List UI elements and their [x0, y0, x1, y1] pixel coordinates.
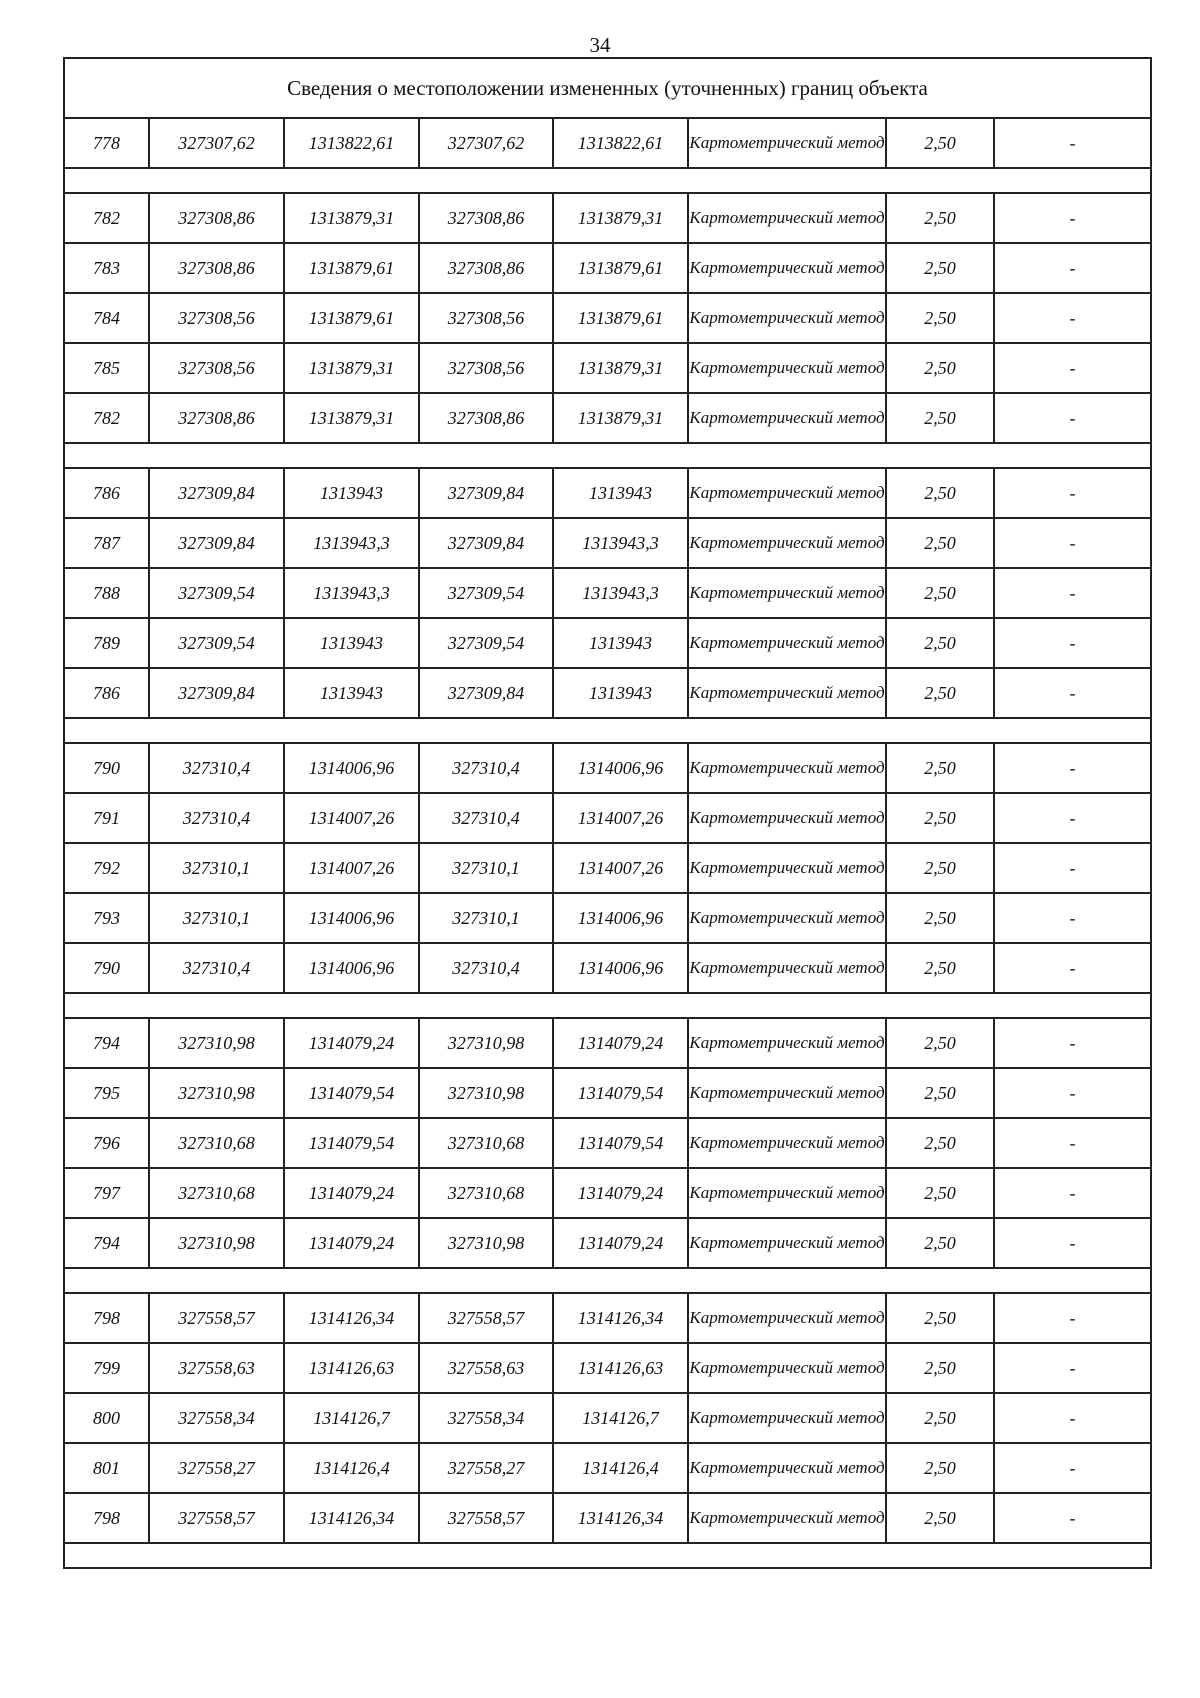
method-cell: Картометрический метод [688, 468, 886, 518]
existing-x-cell: 327308,86 [149, 193, 284, 243]
refined-x-cell: 327309,84 [419, 468, 553, 518]
table-row [64, 343, 1151, 393]
page-number: 34 [589, 33, 611, 57]
refined-x-cell: 327310,98 [419, 1218, 553, 1268]
existing-x-cell: 327308,56 [149, 343, 284, 393]
method-cell: Картометрический метод [688, 193, 886, 243]
table-row [64, 1393, 1151, 1443]
refined-x-cell: 327310,1 [419, 843, 553, 893]
point-number-cell: 799 [64, 1343, 149, 1393]
refined-y-cell: 1313822,61 [553, 118, 688, 168]
group-separator-cell [64, 443, 1151, 468]
group-separator-row [64, 993, 1151, 1018]
point-number-cell: 787 [64, 518, 149, 568]
existing-x-cell: 327310,4 [149, 943, 284, 993]
existing-x-cell: 327308,56 [149, 293, 284, 343]
table-row [64, 193, 1151, 243]
note-cell: - [994, 1018, 1151, 1068]
note-cell: - [994, 1293, 1151, 1343]
existing-y-cell: 1314126,63 [284, 1343, 419, 1393]
existing-y-cell: 1313879,31 [284, 343, 419, 393]
note-cell: - [994, 943, 1151, 993]
refined-y-cell: 1314079,54 [553, 1118, 688, 1168]
accuracy-cell: 2,50 [886, 193, 994, 243]
group-separator-row [64, 443, 1151, 468]
group-separator-cell [64, 168, 1151, 193]
refined-y-cell: 1314126,4 [553, 1443, 688, 1493]
existing-y-cell: 1314079,54 [284, 1118, 419, 1168]
refined-y-cell: 1314126,63 [553, 1343, 688, 1393]
existing-y-cell: 1314126,7 [284, 1393, 419, 1443]
refined-y-cell: 1313879,31 [553, 393, 688, 443]
coordinates-table [63, 57, 1152, 1569]
existing-x-cell: 327310,98 [149, 1218, 284, 1268]
existing-x-cell: 327309,54 [149, 618, 284, 668]
existing-x-cell: 327308,86 [149, 243, 284, 293]
method-cell: Картометрический метод [688, 843, 886, 893]
accuracy-cell: 2,50 [886, 1393, 994, 1443]
accuracy-cell: 2,50 [886, 1218, 994, 1268]
point-number-cell: 783 [64, 243, 149, 293]
note-cell: - [994, 193, 1151, 243]
group-separator-row [64, 168, 1151, 193]
existing-y-cell: 1314007,26 [284, 843, 419, 893]
refined-y-cell: 1313943 [553, 668, 688, 718]
note-cell: - [994, 843, 1151, 893]
point-number-cell: 782 [64, 393, 149, 443]
existing-y-cell: 1314079,24 [284, 1018, 419, 1068]
method-cell: Картометрический метод [688, 1018, 886, 1068]
table-row [64, 618, 1151, 668]
method-cell: Картометрический метод [688, 568, 886, 618]
method-cell: Картометрический метод [688, 1493, 886, 1543]
existing-x-cell: 327309,84 [149, 668, 284, 718]
note-cell: - [994, 243, 1151, 293]
note-cell: - [994, 468, 1151, 518]
existing-x-cell: 327558,63 [149, 1343, 284, 1393]
refined-x-cell: 327309,54 [419, 568, 553, 618]
accuracy-cell: 2,50 [886, 843, 994, 893]
refined-x-cell: 327558,63 [419, 1343, 553, 1393]
existing-x-cell: 327307,62 [149, 118, 284, 168]
point-number-cell: 786 [64, 468, 149, 518]
note-cell: - [994, 343, 1151, 393]
accuracy-cell: 2,50 [886, 743, 994, 793]
point-number-cell: 792 [64, 843, 149, 893]
point-number-cell: 794 [64, 1218, 149, 1268]
refined-y-cell: 1314126,7 [553, 1393, 688, 1443]
existing-y-cell: 1313822,61 [284, 118, 419, 168]
refined-x-cell: 327310,1 [419, 893, 553, 943]
point-number-cell: 791 [64, 793, 149, 843]
group-separator-cell [64, 1268, 1151, 1293]
accuracy-cell: 2,50 [886, 1068, 994, 1118]
refined-x-cell: 327308,86 [419, 393, 553, 443]
accuracy-cell: 2,50 [886, 793, 994, 843]
point-number-cell: 798 [64, 1493, 149, 1543]
refined-x-cell: 327308,56 [419, 343, 553, 393]
existing-x-cell: 327309,84 [149, 468, 284, 518]
method-cell: Картометрический метод [688, 293, 886, 343]
accuracy-cell: 2,50 [886, 118, 994, 168]
refined-y-cell: 1314126,34 [553, 1493, 688, 1543]
point-number-cell: 786 [64, 668, 149, 718]
refined-x-cell: 327558,27 [419, 1443, 553, 1493]
refined-x-cell: 327308,86 [419, 243, 553, 293]
point-number-cell: 801 [64, 1443, 149, 1493]
note-cell: - [994, 1443, 1151, 1493]
method-cell: Картометрический метод [688, 1293, 886, 1343]
refined-x-cell: 327309,84 [419, 668, 553, 718]
accuracy-cell: 2,50 [886, 618, 994, 668]
note-cell: - [994, 793, 1151, 843]
existing-y-cell: 1313943,3 [284, 518, 419, 568]
existing-y-cell: 1313879,31 [284, 193, 419, 243]
accuracy-cell: 2,50 [886, 1443, 994, 1493]
refined-y-cell: 1314079,54 [553, 1068, 688, 1118]
method-cell: Картометрический метод [688, 743, 886, 793]
table-row [64, 1018, 1151, 1068]
method-cell: Картометрический метод [688, 793, 886, 843]
existing-x-cell: 327310,1 [149, 843, 284, 893]
existing-y-cell: 1313943 [284, 668, 419, 718]
group-separator-cell [64, 718, 1151, 743]
point-number-cell: 790 [64, 943, 149, 993]
existing-x-cell: 327310,68 [149, 1118, 284, 1168]
accuracy-cell: 2,50 [886, 568, 994, 618]
point-number-cell: 796 [64, 1118, 149, 1168]
group-separator-cell [64, 993, 1151, 1018]
table-row [64, 893, 1151, 943]
refined-x-cell: 327309,54 [419, 618, 553, 668]
table-row [64, 393, 1151, 443]
refined-y-cell: 1313943,3 [553, 568, 688, 618]
accuracy-cell: 2,50 [886, 393, 994, 443]
method-cell: Картометрический метод [688, 1068, 886, 1118]
existing-y-cell: 1314006,96 [284, 943, 419, 993]
table-row [64, 243, 1151, 293]
table-row [64, 743, 1151, 793]
point-number-cell: 784 [64, 293, 149, 343]
method-cell: Картометрический метод [688, 668, 886, 718]
method-cell: Картометрический метод [688, 1343, 886, 1393]
table-row [64, 118, 1151, 168]
point-number-cell: 785 [64, 343, 149, 393]
refined-y-cell: 1313879,61 [553, 293, 688, 343]
note-cell: - [994, 743, 1151, 793]
group-separator-row [64, 718, 1151, 743]
method-cell: Картометрический метод [688, 943, 886, 993]
refined-y-cell: 1314006,96 [553, 943, 688, 993]
refined-y-cell: 1314079,24 [553, 1218, 688, 1268]
refined-x-cell: 327309,84 [419, 518, 553, 568]
refined-y-cell: 1314006,96 [553, 893, 688, 943]
method-cell: Картометрический метод [688, 1218, 886, 1268]
refined-y-cell: 1313943 [553, 468, 688, 518]
point-number-cell: 800 [64, 1393, 149, 1443]
method-cell: Картометрический метод [688, 118, 886, 168]
method-cell: Картометрический метод [688, 393, 886, 443]
accuracy-cell: 2,50 [886, 1118, 994, 1168]
table-row [64, 1443, 1151, 1493]
table-title-row [64, 58, 1151, 118]
refined-y-cell: 1313879,61 [553, 243, 688, 293]
existing-y-cell: 1313943,3 [284, 568, 419, 618]
refined-x-cell: 327308,86 [419, 193, 553, 243]
point-number-cell: 794 [64, 1018, 149, 1068]
table-row [64, 793, 1151, 843]
note-cell: - [994, 293, 1151, 343]
note-cell: - [994, 518, 1151, 568]
group-separator-row [64, 1268, 1151, 1293]
note-cell: - [994, 893, 1151, 943]
existing-y-cell: 1314079,54 [284, 1068, 419, 1118]
note-cell: - [994, 393, 1151, 443]
note-cell: - [994, 1493, 1151, 1543]
method-cell: Картометрический метод [688, 343, 886, 393]
note-cell: - [994, 568, 1151, 618]
point-number-cell: 798 [64, 1293, 149, 1343]
refined-y-cell: 1314079,24 [553, 1018, 688, 1068]
table-row [64, 1343, 1151, 1393]
table-row [64, 1218, 1151, 1268]
accuracy-cell: 2,50 [886, 1018, 994, 1068]
existing-x-cell: 327310,4 [149, 793, 284, 843]
point-number-cell: 797 [64, 1168, 149, 1218]
method-cell: Картометрический метод [688, 243, 886, 293]
group-separator-row [64, 1543, 1151, 1568]
note-cell: - [994, 1118, 1151, 1168]
refined-x-cell: 327310,4 [419, 943, 553, 993]
point-number-cell: 778 [64, 118, 149, 168]
table-row [64, 843, 1151, 893]
note-cell: - [994, 668, 1151, 718]
accuracy-cell: 2,50 [886, 668, 994, 718]
note-cell: - [994, 118, 1151, 168]
refined-x-cell: 327310,68 [419, 1118, 553, 1168]
existing-y-cell: 1314126,34 [284, 1493, 419, 1543]
existing-x-cell: 327558,27 [149, 1443, 284, 1493]
existing-y-cell: 1314126,4 [284, 1443, 419, 1493]
existing-x-cell: 327309,84 [149, 518, 284, 568]
table-row [64, 468, 1151, 518]
refined-y-cell: 1314126,34 [553, 1293, 688, 1343]
method-cell: Картометрический метод [688, 1118, 886, 1168]
accuracy-cell: 2,50 [886, 943, 994, 993]
existing-y-cell: 1314079,24 [284, 1168, 419, 1218]
existing-x-cell: 327558,57 [149, 1493, 284, 1543]
accuracy-cell: 2,50 [886, 893, 994, 943]
refined-x-cell: 327310,68 [419, 1168, 553, 1218]
point-number-cell: 789 [64, 618, 149, 668]
note-cell: - [994, 1168, 1151, 1218]
method-cell: Картометрический метод [688, 618, 886, 668]
existing-x-cell: 327310,1 [149, 893, 284, 943]
existing-y-cell: 1314126,34 [284, 1293, 419, 1343]
existing-y-cell: 1313943 [284, 468, 419, 518]
existing-x-cell: 327558,34 [149, 1393, 284, 1443]
method-cell: Картометрический метод [688, 518, 886, 568]
table-row [64, 568, 1151, 618]
accuracy-cell: 2,50 [886, 293, 994, 343]
table-body [64, 58, 1151, 1568]
refined-y-cell: 1313879,31 [553, 193, 688, 243]
refined-x-cell: 327310,98 [419, 1018, 553, 1068]
accuracy-cell: 2,50 [886, 1293, 994, 1343]
table-row [64, 1493, 1151, 1543]
refined-x-cell: 327308,56 [419, 293, 553, 343]
point-number-cell: 782 [64, 193, 149, 243]
refined-y-cell: 1313943,3 [553, 518, 688, 568]
refined-y-cell: 1314007,26 [553, 843, 688, 893]
point-number-cell: 795 [64, 1068, 149, 1118]
accuracy-cell: 2,50 [886, 518, 994, 568]
accuracy-cell: 2,50 [886, 468, 994, 518]
refined-x-cell: 327558,57 [419, 1293, 553, 1343]
accuracy-cell: 2,50 [886, 343, 994, 393]
existing-x-cell: 327309,54 [149, 568, 284, 618]
method-cell: Картометрический метод [688, 1393, 886, 1443]
existing-x-cell: 327310,68 [149, 1168, 284, 1218]
method-cell: Картометрический метод [688, 1168, 886, 1218]
point-number-cell: 790 [64, 743, 149, 793]
table-row [64, 293, 1151, 343]
refined-y-cell: 1314007,26 [553, 793, 688, 843]
note-cell: - [994, 1068, 1151, 1118]
method-cell: Картометрический метод [688, 893, 886, 943]
table-row [64, 943, 1151, 993]
group-separator-cell [64, 1543, 1151, 1568]
point-number-cell: 793 [64, 893, 149, 943]
table-row [64, 668, 1151, 718]
existing-y-cell: 1313879,61 [284, 243, 419, 293]
note-cell: - [994, 618, 1151, 668]
note-cell: - [994, 1343, 1151, 1393]
existing-x-cell: 327310,98 [149, 1018, 284, 1068]
method-cell: Картометрический метод [688, 1443, 886, 1493]
accuracy-cell: 2,50 [886, 243, 994, 293]
existing-y-cell: 1314006,96 [284, 893, 419, 943]
note-cell: - [994, 1218, 1151, 1268]
note-cell: - [994, 1393, 1151, 1443]
refined-y-cell: 1313879,31 [553, 343, 688, 393]
table-row [64, 518, 1151, 568]
existing-x-cell: 327308,86 [149, 393, 284, 443]
existing-y-cell: 1314006,96 [284, 743, 419, 793]
accuracy-cell: 2,50 [886, 1168, 994, 1218]
refined-x-cell: 327310,98 [419, 1068, 553, 1118]
existing-y-cell: 1314079,24 [284, 1218, 419, 1268]
table-row [64, 1168, 1151, 1218]
table-row [64, 1118, 1151, 1168]
existing-x-cell: 327310,98 [149, 1068, 284, 1118]
existing-x-cell: 327558,57 [149, 1293, 284, 1343]
existing-y-cell: 1313879,31 [284, 393, 419, 443]
refined-y-cell: 1314079,24 [553, 1168, 688, 1218]
existing-y-cell: 1314007,26 [284, 793, 419, 843]
refined-x-cell: 327558,57 [419, 1493, 553, 1543]
table-title: Сведения о местоположении измененных (уточненных) границ объекта [64, 58, 1151, 118]
table-row [64, 1068, 1151, 1118]
point-number-cell: 788 [64, 568, 149, 618]
existing-y-cell: 1313879,61 [284, 293, 419, 343]
accuracy-cell: 2,50 [886, 1343, 994, 1393]
accuracy-cell: 2,50 [886, 1493, 994, 1543]
existing-y-cell: 1313943 [284, 618, 419, 668]
refined-x-cell: 327310,4 [419, 743, 553, 793]
refined-y-cell: 1314006,96 [553, 743, 688, 793]
refined-x-cell: 327307,62 [419, 118, 553, 168]
refined-y-cell: 1313943 [553, 618, 688, 668]
existing-x-cell: 327310,4 [149, 743, 284, 793]
refined-x-cell: 327310,4 [419, 793, 553, 843]
refined-x-cell: 327558,34 [419, 1393, 553, 1443]
table-row [64, 1293, 1151, 1343]
